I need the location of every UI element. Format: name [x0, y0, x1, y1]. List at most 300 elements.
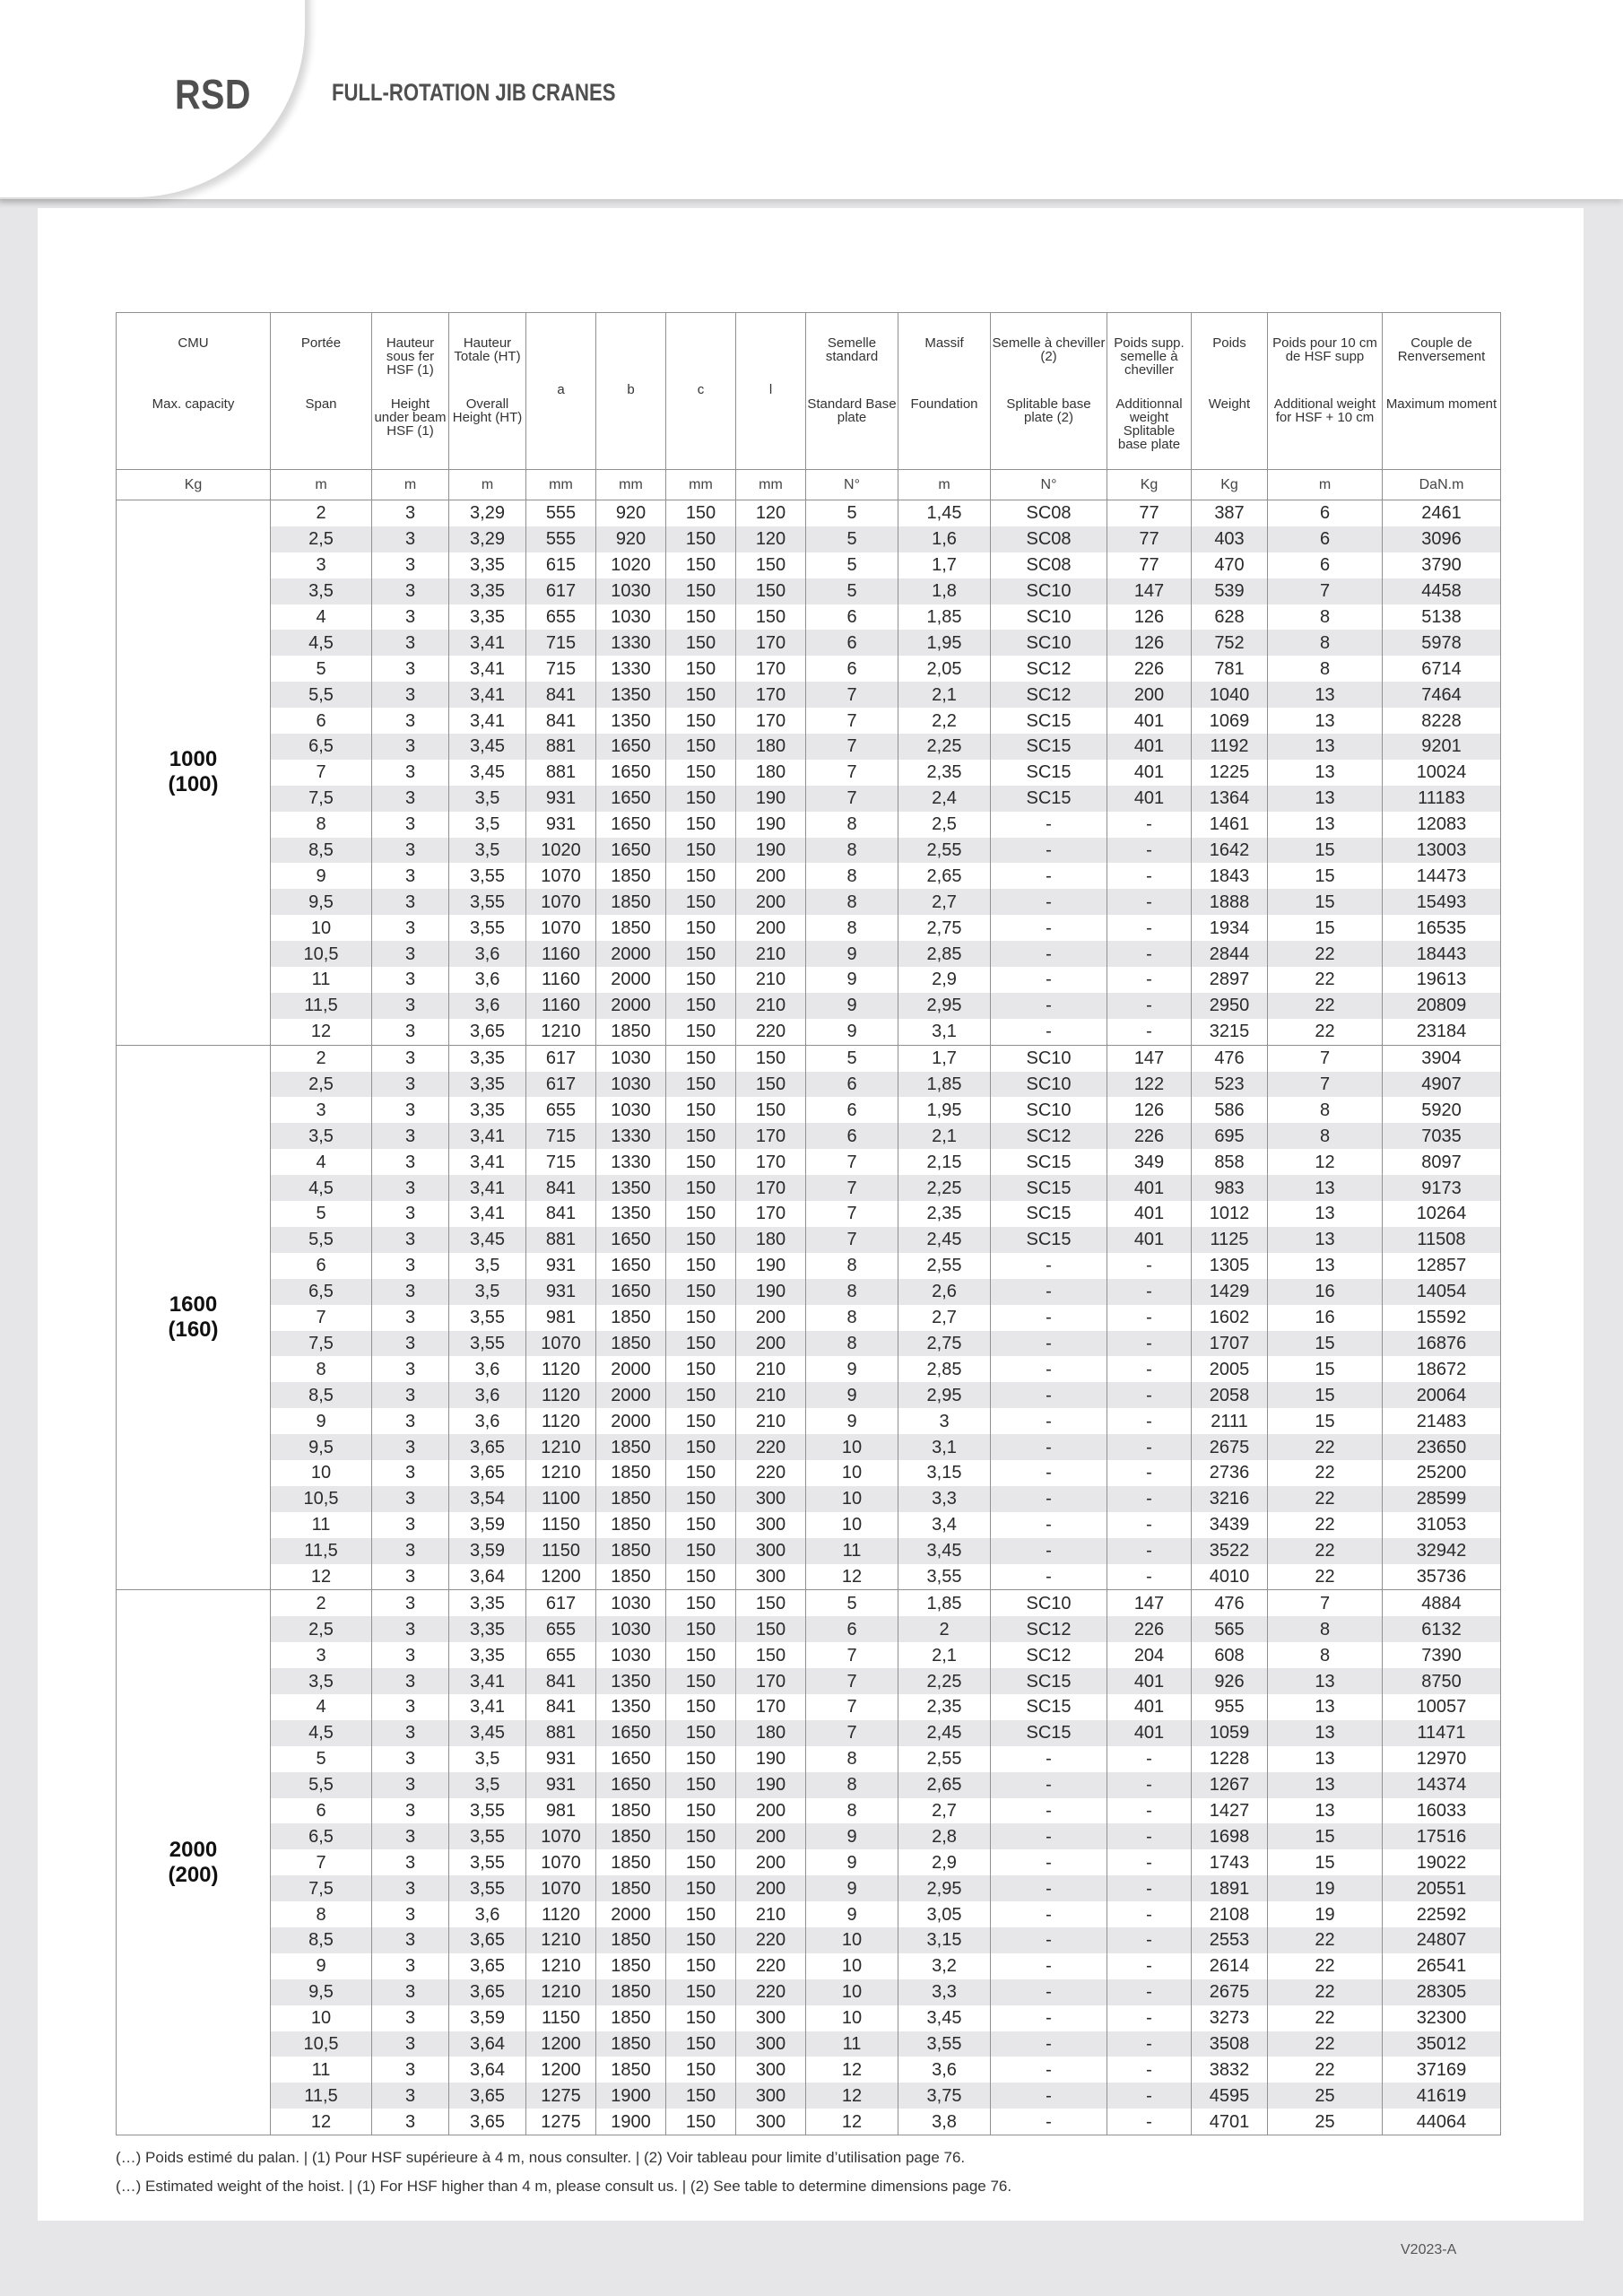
table-cell: 2 [271, 1045, 372, 1071]
table-cell: 150 [736, 1590, 806, 1616]
table-cell: 13 [1268, 1746, 1383, 1772]
table-cell: 300 [736, 1486, 806, 1512]
table-cell: 9 [271, 1953, 372, 1979]
table-cell: 300 [736, 1538, 806, 1564]
column-header [898, 313, 991, 470]
table-row [117, 915, 1501, 941]
table-cell: - [1107, 2031, 1192, 2057]
table-cell: 617 [526, 1590, 596, 1616]
table-cell: 3 [372, 656, 449, 682]
table-cell: 4,5 [271, 1720, 372, 1746]
table-cell: 7 [806, 1694, 898, 1720]
table-cell: 3,64 [449, 2031, 526, 2057]
table-cell: 3,4 [898, 1512, 991, 1538]
table-cell: - [991, 1253, 1107, 1279]
table-cell: 150 [666, 1772, 736, 1798]
table-cell: 2000 [596, 1356, 666, 1382]
column-header [449, 313, 526, 470]
table-cell: 150 [666, 1486, 736, 1512]
table-cell: 150 [666, 1331, 736, 1357]
table-cell: 1850 [596, 889, 666, 915]
table-cell: 7 [1268, 1045, 1383, 1071]
table-cell: 10 [806, 1460, 898, 1486]
table-cell: 1934 [1192, 915, 1268, 941]
table-cell: 190 [736, 786, 806, 812]
table-cell: 13003 [1383, 838, 1501, 864]
table-cell: 3 [372, 1486, 449, 1512]
table-cell: 3 [372, 1746, 449, 1772]
table-cell: 3,65 [449, 1460, 526, 1486]
table-cell: 401 [1107, 786, 1192, 812]
table-cell: 22 [1268, 1434, 1383, 1460]
table-cell: 10 [806, 1953, 898, 1979]
table-cell: 8 [271, 812, 372, 838]
table-cell: 14473 [1383, 863, 1501, 889]
table-cell: - [991, 1953, 1107, 1979]
table-cell: 1012 [1192, 1201, 1268, 1227]
table-cell: 15 [1268, 1356, 1383, 1382]
table-cell: 13 [1268, 1772, 1383, 1798]
table-cell: 15 [1268, 1849, 1383, 1875]
table-cell: - [1107, 993, 1192, 1019]
unit-cell: mm [526, 470, 596, 500]
table-cell: 3,3 [898, 1979, 991, 2005]
table-cell: 3,55 [449, 889, 526, 915]
table-cell: 13 [1268, 1175, 1383, 1201]
column-header-en: Foundation [910, 396, 978, 412]
column-header-fr: Poids supp. semelle à cheviller [1114, 335, 1185, 378]
table-cell: 715 [526, 1149, 596, 1175]
table-cell: 190 [736, 1253, 806, 1279]
table-cell: - [991, 2005, 1107, 2031]
table-cell: 1429 [1192, 1279, 1268, 1305]
table-cell: 8 [1268, 1616, 1383, 1642]
table-cell: SC10 [991, 1590, 1107, 1616]
table-cell: 3 [372, 630, 449, 656]
table-row [117, 889, 1501, 915]
table-cell: SC15 [991, 1149, 1107, 1175]
table-cell: 150 [666, 1798, 736, 1824]
table-cell: 150 [666, 941, 736, 967]
table-cell: 13 [1268, 812, 1383, 838]
table-cell: SC08 [991, 526, 1107, 552]
table-cell: 3,55 [449, 1823, 526, 1849]
table-cell: 2,1 [898, 682, 991, 708]
table-cell: 9 [806, 1901, 898, 1927]
table-cell: 1350 [596, 682, 666, 708]
table-cell: 12970 [1383, 1746, 1501, 1772]
table-cell: 8 [806, 812, 898, 838]
table-cell: - [1107, 812, 1192, 838]
table-cell: 1120 [526, 1408, 596, 1434]
table-cell: 1850 [596, 1927, 666, 1953]
table-row [117, 1149, 1501, 1175]
table-cell: 226 [1107, 1616, 1192, 1642]
table-cell: 3,45 [449, 1227, 526, 1253]
table-cell: 8 [271, 1901, 372, 1927]
table-cell: 3,3 [898, 1486, 991, 1512]
table-cell: 170 [736, 630, 806, 656]
table-cell: 3 [372, 1123, 449, 1149]
table-cell: 7 [806, 1149, 898, 1175]
table-cell: 10 [271, 2005, 372, 2031]
table-cell: 15 [1268, 1331, 1383, 1357]
table-cell: 3 [372, 812, 449, 838]
table-cell: 1275 [526, 2109, 596, 2135]
table-cell: 3 [372, 1253, 449, 1279]
table-cell: 3 [372, 2109, 449, 2135]
specifications-table [116, 312, 1501, 2135]
table-cell: 32942 [1383, 1538, 1501, 1564]
table-cell: 13 [1268, 1201, 1383, 1227]
table-cell: 2,9 [898, 967, 991, 993]
table-cell: 150 [666, 1823, 736, 1849]
table-cell: 1120 [526, 1356, 596, 1382]
table-cell: 2,55 [898, 1746, 991, 1772]
table-cell: - [991, 993, 1107, 1019]
table-cell: 150 [666, 656, 736, 682]
table-cell: 2675 [1192, 1434, 1268, 1460]
table-cell: 1225 [1192, 760, 1268, 786]
table-cell: 22 [1268, 1564, 1383, 1590]
table-cell: SC15 [991, 1668, 1107, 1694]
table-cell: 120 [736, 526, 806, 552]
table-cell: 3,35 [449, 1097, 526, 1123]
table-cell: 1070 [526, 1331, 596, 1357]
table-cell: - [1107, 1382, 1192, 1408]
table-cell: 37169 [1383, 2057, 1501, 2083]
column-header-fr: Couple de Renversement [1397, 335, 1486, 364]
table-cell: 3096 [1383, 526, 1501, 552]
table-cell: 19 [1268, 1901, 1383, 1927]
table-cell: 13 [1268, 1798, 1383, 1824]
table-cell: 150 [666, 1019, 736, 1045]
table-cell: 150 [666, 1953, 736, 1979]
table-cell: 8 [1268, 1097, 1383, 1123]
table-cell: 3,05 [898, 1901, 991, 1927]
table-cell: 300 [736, 2057, 806, 2083]
table-cell: - [1107, 1460, 1192, 1486]
table-cell: 715 [526, 656, 596, 682]
table-row [117, 1434, 1501, 1460]
table-cell: 1160 [526, 941, 596, 967]
table-cell: 22592 [1383, 1901, 1501, 1927]
table-cell: - [1107, 2005, 1192, 2031]
table-cell: 1030 [596, 1045, 666, 1071]
table-cell: 1350 [596, 1694, 666, 1720]
table-cell: 180 [736, 760, 806, 786]
table-cell: 22 [1268, 967, 1383, 993]
table-row [117, 2031, 1501, 2057]
table-cell: 608 [1192, 1642, 1268, 1668]
table-cell: 8 [806, 889, 898, 915]
table-cell: 11 [271, 967, 372, 993]
table-cell: 3 [372, 2057, 449, 2083]
table-row [117, 526, 1501, 552]
table-cell: 1210 [526, 1019, 596, 1045]
table-cell: 5,5 [271, 1772, 372, 1798]
table-cell: SC15 [991, 1694, 1107, 1720]
table-cell: 1850 [596, 2005, 666, 2031]
table-cell: 11 [806, 2031, 898, 2057]
table-cell: 3 [372, 1616, 449, 1642]
table-cell: 7 [806, 734, 898, 760]
table-row [117, 1590, 1501, 1616]
table-cell: 12 [1268, 1149, 1383, 1175]
table-cell: 7 [806, 1175, 898, 1201]
table-cell: SC15 [991, 760, 1107, 786]
table-cell: 6 [806, 656, 898, 682]
table-cell: 7 [1268, 1072, 1383, 1098]
table-row [117, 1331, 1501, 1357]
table-cell: 5 [271, 656, 372, 682]
table-cell: 926 [1192, 1668, 1268, 1694]
table-cell: 150 [666, 1305, 736, 1331]
table-row [117, 630, 1501, 656]
table-cell: 3,59 [449, 1512, 526, 1538]
capacity-value: 1000 [169, 747, 218, 772]
table-cell: 4,5 [271, 630, 372, 656]
table-cell: 1030 [596, 578, 666, 604]
table-cell: 3 [372, 993, 449, 1019]
table-cell: 3 [372, 1408, 449, 1434]
table-cell: 3 [372, 1849, 449, 1875]
table-cell: 1850 [596, 2031, 666, 2057]
column-header [117, 313, 271, 470]
table-row [117, 656, 1501, 682]
table-cell: 715 [526, 630, 596, 656]
table-cell: 120 [736, 500, 806, 526]
table-cell: SC15 [991, 1201, 1107, 1227]
table-cell: 150 [666, 1460, 736, 1486]
table-cell: 35012 [1383, 2031, 1501, 2057]
column-header [1192, 313, 1268, 470]
table-cell: 2,25 [898, 1668, 991, 1694]
table-cell: 220 [736, 1979, 806, 2005]
table-cell: 3216 [1192, 1486, 1268, 1512]
table-cell: 2,9 [898, 1849, 991, 1875]
table-cell: 695 [1192, 1123, 1268, 1149]
table-cell: - [1107, 1953, 1192, 1979]
table-cell: 8750 [1383, 1668, 1501, 1694]
table-cell: 10 [806, 1927, 898, 1953]
table-cell: 150 [666, 1227, 736, 1253]
table-cell: 3,41 [449, 708, 526, 734]
table-cell: 3,41 [449, 1201, 526, 1227]
table-cell: 3,35 [449, 1072, 526, 1098]
table-cell: 300 [736, 1512, 806, 1538]
table-cell: 180 [736, 734, 806, 760]
table-cell: 3 [372, 2031, 449, 2057]
unit-cell: Kg [117, 470, 271, 500]
table-cell: 210 [736, 1901, 806, 1927]
table-cell: 403 [1192, 526, 1268, 552]
table-row [117, 1019, 1501, 1045]
table-cell: 1120 [526, 1382, 596, 1408]
table-row [117, 1772, 1501, 1798]
table-cell: 401 [1107, 734, 1192, 760]
table-cell: 1040 [1192, 682, 1268, 708]
table-cell: 2,5 [898, 812, 991, 838]
table-cell: 1850 [596, 1953, 666, 1979]
table-cell: 401 [1107, 1694, 1192, 1720]
table-cell: 126 [1107, 1097, 1192, 1123]
table-cell: 1200 [526, 1564, 596, 1590]
table-cell: SC12 [991, 1123, 1107, 1149]
table-cell: 180 [736, 1227, 806, 1253]
table-row [117, 2005, 1501, 2031]
table-cell: 200 [736, 1305, 806, 1331]
table-cell: 150 [666, 1408, 736, 1434]
table-cell: 3 [372, 1227, 449, 1253]
table-cell: 2 [898, 1616, 991, 1642]
table-cell: 1888 [1192, 889, 1268, 915]
table-cell: 150 [666, 1590, 736, 1616]
table-cell: 77 [1107, 526, 1192, 552]
table-cell: 955 [1192, 1694, 1268, 1720]
table-cell: 150 [666, 1564, 736, 1590]
table-cell: 5 [806, 1590, 898, 1616]
table-cell: 2,95 [898, 1382, 991, 1408]
capacity-cell [117, 500, 271, 1046]
table-cell: SC10 [991, 604, 1107, 631]
table-cell: 150 [666, 863, 736, 889]
table-cell: - [991, 1979, 1107, 2005]
table-cell: 1070 [526, 1849, 596, 1875]
table-cell: 150 [736, 1072, 806, 1098]
table-cell: 9173 [1383, 1175, 1501, 1201]
unit-cell: mm [596, 470, 666, 500]
table-cell: 2,75 [898, 1331, 991, 1357]
table-cell: - [991, 863, 1107, 889]
table-cell: 190 [736, 1772, 806, 1798]
table-cell: 7 [271, 760, 372, 786]
table-cell: - [991, 1875, 1107, 1901]
table-cell: - [991, 2057, 1107, 2083]
table-cell: 1850 [596, 1564, 666, 1590]
table-cell: 210 [736, 1382, 806, 1408]
table-cell: 3,65 [449, 2109, 526, 2135]
table-cell: 3,45 [449, 1720, 526, 1746]
table-cell: SC10 [991, 630, 1107, 656]
table-cell: 190 [736, 838, 806, 864]
table-cell: 13 [1268, 1227, 1383, 1253]
table-row [117, 1227, 1501, 1253]
table-cell: 150 [666, 1720, 736, 1746]
table-cell: 3,6 [449, 1382, 526, 1408]
table-cell: 1850 [596, 2057, 666, 2083]
table-cell: 1,95 [898, 1097, 991, 1123]
table-cell: 1650 [596, 812, 666, 838]
table-cell: 3215 [1192, 1019, 1268, 1045]
table-cell: 5 [806, 1045, 898, 1071]
column-header-en: Weight [1208, 396, 1251, 412]
table-cell: 3,29 [449, 500, 526, 526]
table-cell: 1,45 [898, 500, 991, 526]
table-row [117, 1823, 1501, 1849]
table-cell: 617 [526, 1045, 596, 1071]
table-cell: 2,95 [898, 1875, 991, 1901]
table-cell: 2675 [1192, 1979, 1268, 2005]
table-cell: 3,6 [449, 993, 526, 1019]
column-header-label: l [768, 382, 773, 397]
table-cell: 7 [1268, 1590, 1383, 1616]
table-cell: 3,5 [449, 1746, 526, 1772]
table-cell: 3 [372, 1953, 449, 1979]
table-cell: 1030 [596, 1590, 666, 1616]
table-cell: 12 [271, 1019, 372, 1045]
table-cell: - [1107, 1486, 1192, 1512]
table-row [117, 1175, 1501, 1201]
table-cell: - [1107, 1512, 1192, 1538]
table-cell: - [1107, 1356, 1192, 1382]
table-cell: 401 [1107, 708, 1192, 734]
table-cell: 2,7 [898, 1305, 991, 1331]
column-header-en: Maximum moment [1385, 396, 1497, 412]
table-cell: 150 [666, 1072, 736, 1098]
table-cell: 147 [1107, 1045, 1192, 1071]
table-row [117, 1253, 1501, 1279]
table-cell: 3,41 [449, 1668, 526, 1694]
table-cell: 150 [666, 1097, 736, 1123]
table-cell: 539 [1192, 578, 1268, 604]
table-cell: SC15 [991, 786, 1107, 812]
table-cell: 13 [1268, 1253, 1383, 1279]
table-cell: - [1107, 1798, 1192, 1824]
capacity-cell [117, 1045, 271, 1590]
table-cell: 3,41 [449, 1149, 526, 1175]
table-cell: - [1107, 967, 1192, 993]
table-cell: - [991, 1331, 1107, 1357]
table-row [117, 812, 1501, 838]
table-cell: - [1107, 1772, 1192, 1798]
table-cell: 1150 [526, 1538, 596, 1564]
column-header-fr: Poids pour 10 cm de HSF supp [1272, 335, 1377, 364]
table-cell: 8 [1268, 630, 1383, 656]
table-row [117, 1045, 1501, 1071]
table-cell: - [991, 1434, 1107, 1460]
table-cell: 881 [526, 734, 596, 760]
table-cell: 1330 [596, 656, 666, 682]
table-cell: 11,5 [271, 1538, 372, 1564]
table-cell: 22 [1268, 2005, 1383, 2031]
table-cell: 7 [806, 786, 898, 812]
table-cell: 8 [1268, 1642, 1383, 1668]
table-cell: 150 [666, 552, 736, 578]
table-row [117, 604, 1501, 631]
table-cell: SC12 [991, 682, 1107, 708]
table-cell: 1,85 [898, 1072, 991, 1098]
table-cell: 13 [1268, 734, 1383, 760]
column-header [596, 313, 666, 470]
table-cell: 3,6 [449, 1408, 526, 1434]
table-cell: 150 [736, 1045, 806, 1071]
table-cell: 2,15 [898, 1149, 991, 1175]
table-cell: 3 [372, 1305, 449, 1331]
table-cell: 5 [271, 1201, 372, 1227]
table-cell: 2,55 [898, 838, 991, 864]
table-cell: 931 [526, 786, 596, 812]
table-cell: 15493 [1383, 889, 1501, 915]
table-cell: 200 [736, 1798, 806, 1824]
table-cell: 170 [736, 1149, 806, 1175]
table-cell: 1350 [596, 708, 666, 734]
table-cell: 1,7 [898, 1045, 991, 1071]
table-cell: 6 [806, 1072, 898, 1098]
table-cell: 3,65 [449, 2083, 526, 2109]
table-row [117, 1849, 1501, 1875]
table-cell: 1020 [596, 552, 666, 578]
